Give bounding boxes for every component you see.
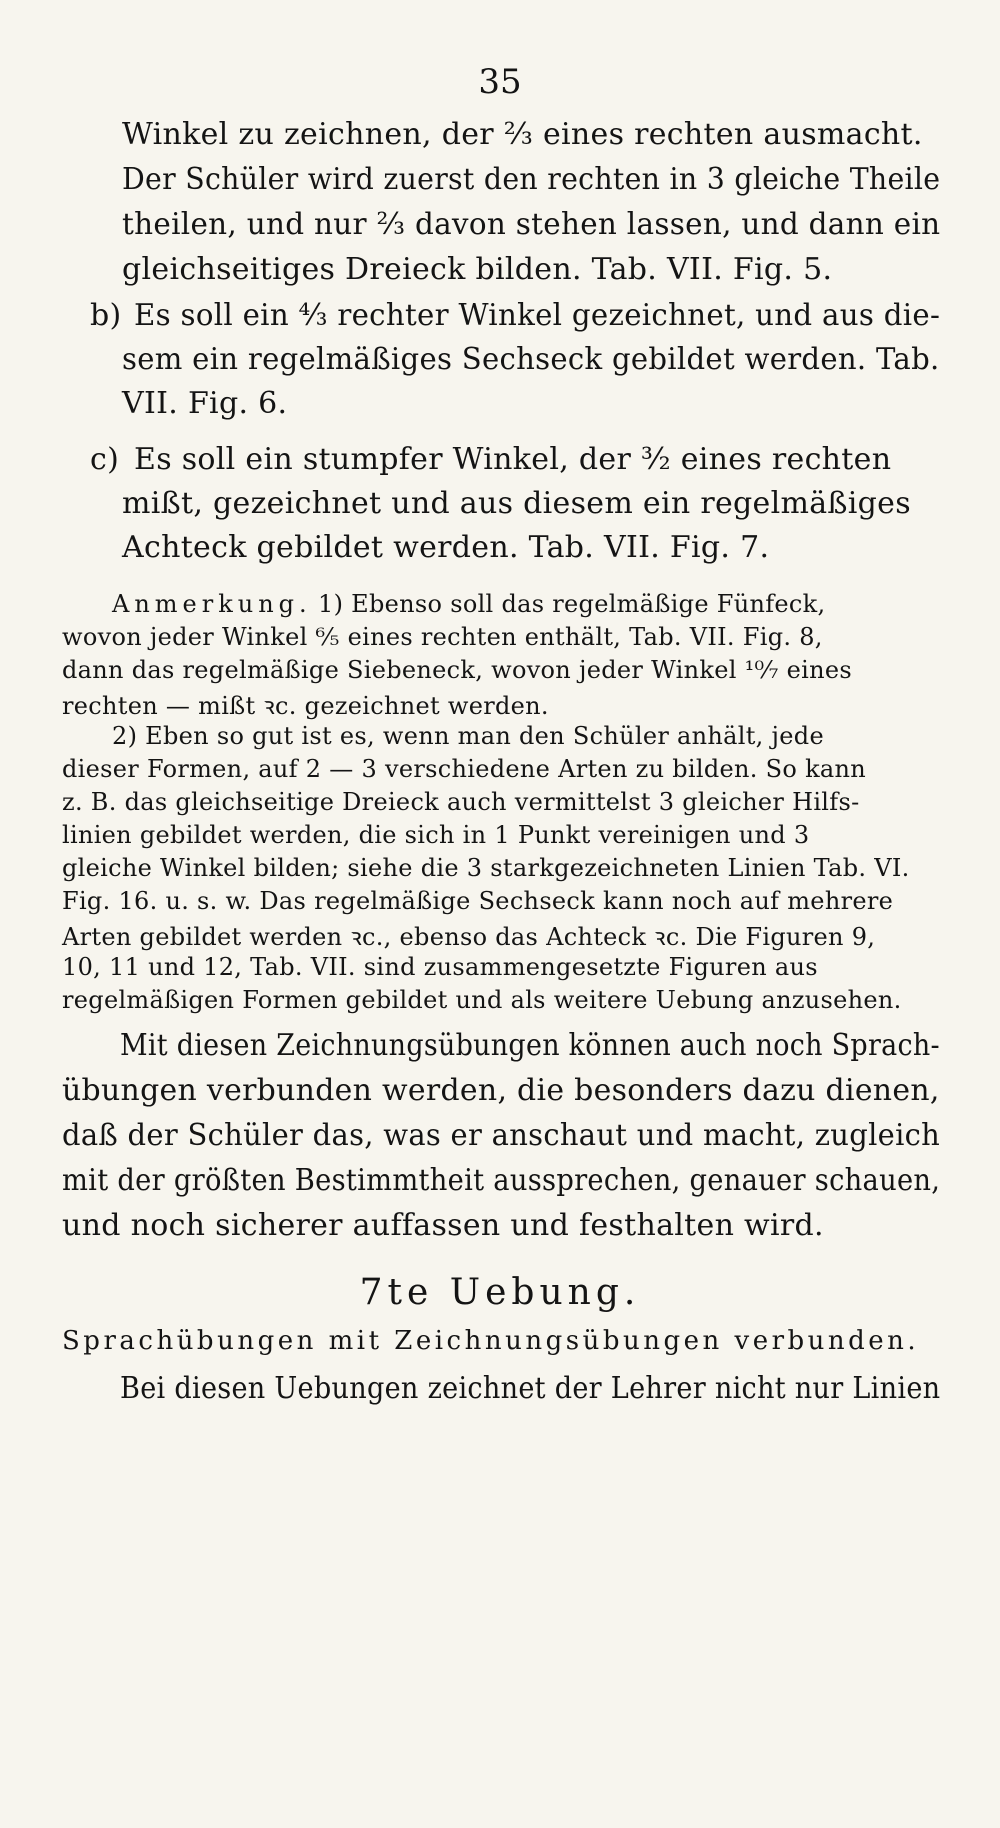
text-line: übungen verbunden werden, die besonders dazu dienen, [62, 1073, 940, 1108]
text-line: gleichseitiges Dreieck bilden. Tab. VII. Fig. 5. [122, 252, 833, 287]
text-line: und noch sicherer auffassen und festhalten wird. [62, 1208, 824, 1243]
text-line: Mit diesen Zeichnungsübungen können auch noch Sprach- [120, 1028, 940, 1063]
text-line: VII. Fig. 6. [122, 386, 288, 421]
note-line: wovon jeder Winkel ⁶⁄₅ eines rechten enthält, Tab. VII. Fig. 8, [62, 623, 823, 651]
section-heading: 7te Uebung. [359, 1272, 641, 1313]
note-line: rechten — mißt ꝛc. gezeichnet werden. [62, 692, 549, 720]
note-line: dann das regelmäßige Siebeneck, wovon jeder Winkel ¹⁰⁄₇ eines [62, 656, 852, 684]
text-line: Achteck gebildet werden. Tab. VII. Fig. 7. [122, 530, 770, 565]
note-line: 10, 11 und 12, Tab. VII. sind zusammengesetzte Figuren aus [62, 953, 818, 981]
list-marker-c: c) [90, 442, 120, 477]
note-line: dieser Formen, auf 2 — 3 verschiedene Arten zu bilden. So kann [62, 755, 867, 783]
text-line: Bei diesen Uebungen zeichnet der Lehrer nicht nur Linien [120, 1371, 941, 1406]
note-line: Fig. 16. u. s. w. Das regelmäßige Sechseck kann noch auf mehrere [62, 887, 894, 915]
note-line: linien gebildet werden, die sich in 1 Punkt vereinigen und 3 [62, 821, 810, 849]
text-line: sem ein regelmäßiges Sechseck gebildet werden. Tab. [122, 342, 940, 377]
section-subheading: Sprachübungen mit Zeichnungsübungen verbunden. [62, 1326, 920, 1356]
text-line: theilen, und nur ⅔ davon stehen lassen, und dann ein [122, 207, 941, 242]
note-line: gleiche Winkel bilden; siehe die 3 starkgezeichneten Linien Tab. VI. [62, 854, 910, 882]
note-line: Arten gebildet werden ꝛc., ebenso das Achteck ꝛc. Die Figuren 9, [62, 923, 876, 951]
text-line: mißt, gezeichnet und aus diesem ein regelmäßiges [122, 486, 911, 521]
text-line: Es soll ein stumpfer Winkel, der ³⁄₂ eines rechten [134, 442, 892, 477]
list-marker-b: b) [90, 298, 122, 333]
note-line: 2) Eben so gut ist es, wenn man den Schüler anhält, jede [112, 722, 824, 750]
text-line: daß der Schüler das, was er anschaut und macht, zugleich [62, 1118, 941, 1153]
note-line: 1) Ebenso soll das regelmäßige Fünfeck, [318, 590, 826, 618]
note-line: regelmäßigen Formen gebildet und als weitere Uebung anzusehen. [62, 986, 902, 1014]
text-line: Der Schüler wird zuerst den rechten in 3 gleiche Theile [122, 162, 941, 197]
text-line: Winkel zu zeichnen, der ⅔ eines rechten ausmacht. [122, 117, 923, 152]
note-line: z. B. das gleichseitige Dreieck auch vermittelst 3 gleicher Hilfs- [62, 788, 860, 816]
note-label: Anmerkung. [112, 590, 312, 618]
text-line: mit der größten Bestimmtheit aussprechen, genauer schauen, [62, 1163, 941, 1198]
text-line: Es soll ein ⁴⁄₃ rechter Winkel gezeichnet, und aus die- [134, 298, 941, 333]
page-number: 35 [478, 62, 522, 102]
